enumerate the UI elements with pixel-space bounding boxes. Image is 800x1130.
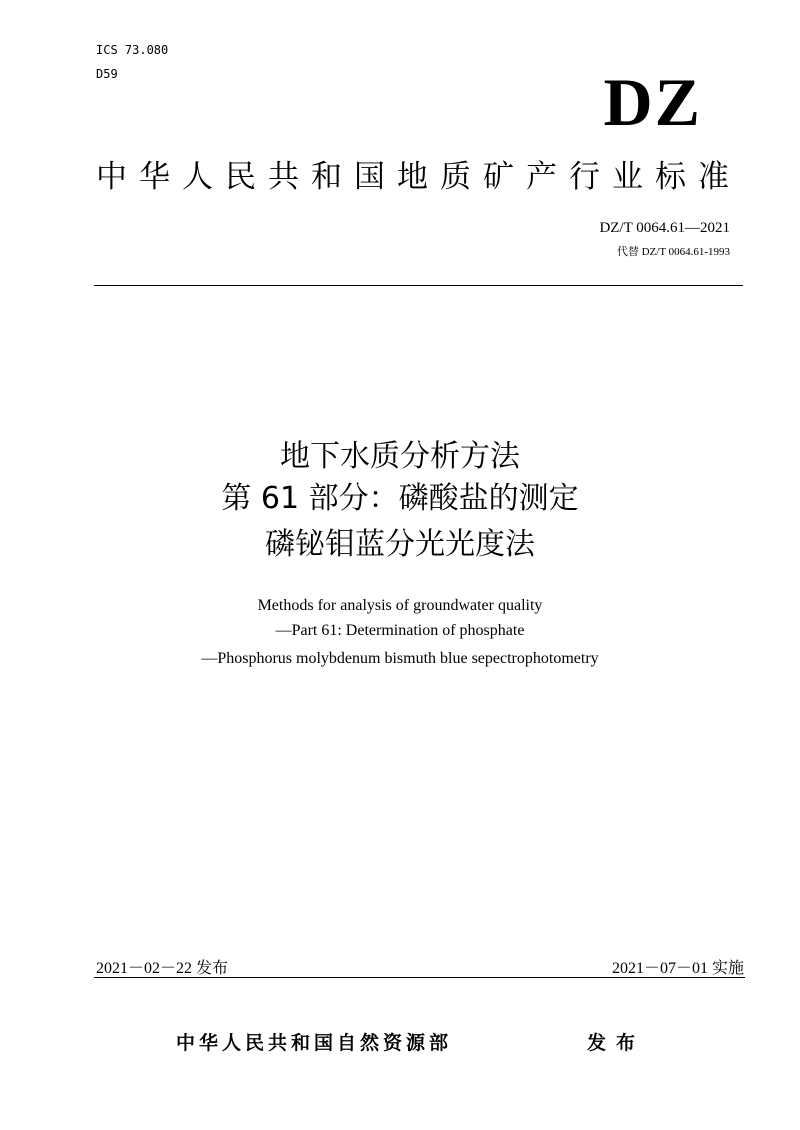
bottom-divider — [94, 977, 745, 978]
standard-number: DZ/T 0064.61—2021 — [599, 220, 730, 236]
implementation-date: 2021－07－01 实施 — [611, 960, 744, 977]
issue-date: 2021－02－22 发布 — [96, 960, 229, 977]
title-cn-line-2: 第 61 部分：磷酸盐的测定 — [221, 481, 579, 516]
title-en-line-1: Methods for analysis of groundwater quality — [257, 597, 543, 614]
replaces-standard: 代替 DZ/T 0064.61-1993 — [616, 246, 730, 258]
standard-category-title: 中华人民共和国地质矿产行业标准 — [96, 159, 741, 195]
ics-code: ICS 73.080 — [96, 43, 169, 57]
title-cn-line-1: 地下水质分析方法 — [280, 439, 520, 474]
title-en-line-3: —Phosphorus molybdenum bismuth blue sepectrophotometry — [201, 650, 599, 667]
title-en-line-2: —Part 61: Determination of phosphate — [275, 622, 525, 639]
dz-logo: DZ — [603, 64, 702, 140]
publish-label: 发布 — [587, 1032, 646, 1054]
title-cn-line-3: 磷铋钼蓝分光光度法 — [265, 527, 535, 562]
ccs-code: D59 — [96, 67, 118, 81]
issuing-authority: 中华人民共和国自然资源部 — [176, 1032, 453, 1054]
top-divider — [94, 285, 743, 286]
